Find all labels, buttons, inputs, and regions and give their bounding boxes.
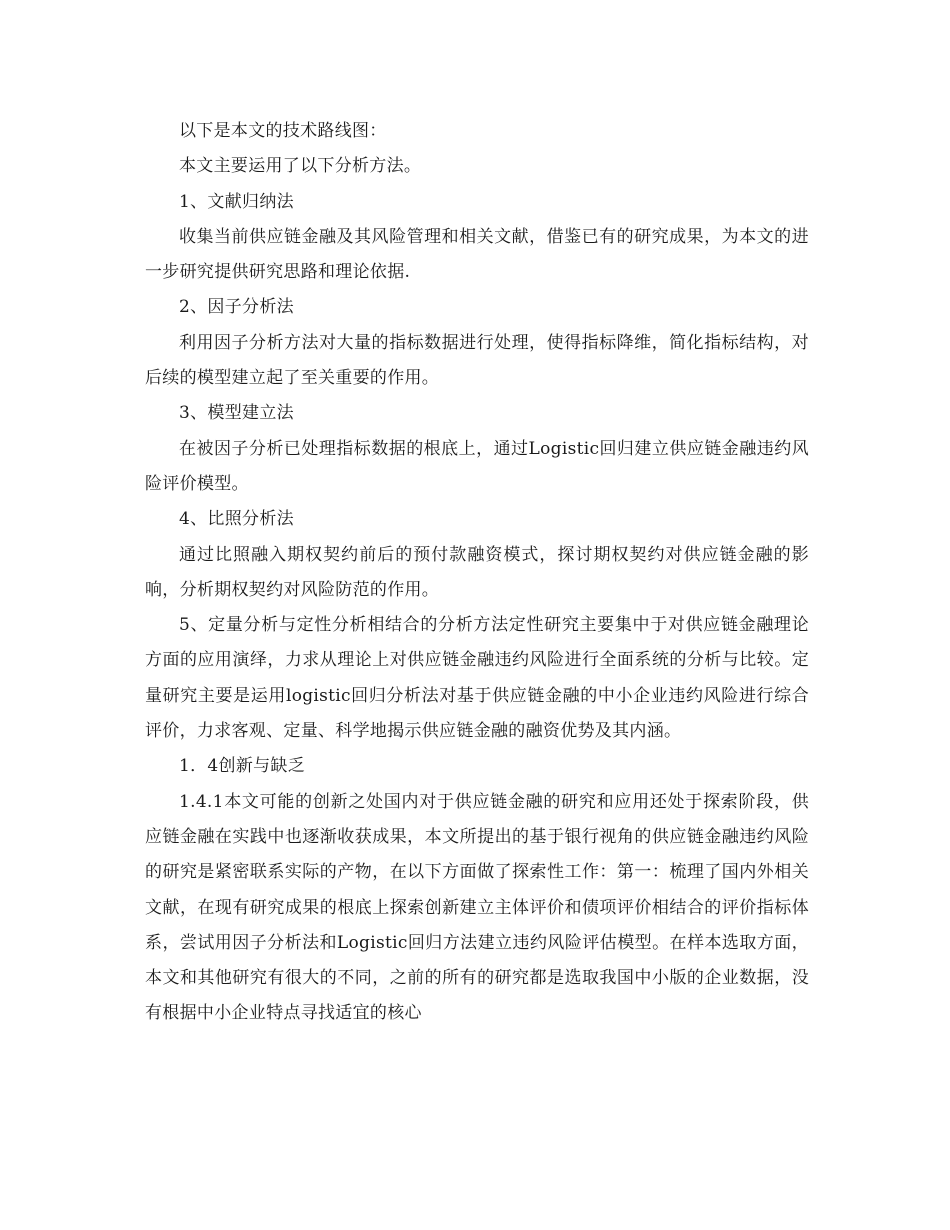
paragraph-factor-analysis: 利用因子分析方法对大量的指标数据进行处理，使得指标降维，简化指标结构，对后续的模型建立起了至关重要的作用。 — [145, 332, 809, 389]
paragraph-intro-roadmap: 以下是本文的技术路线图： — [179, 121, 387, 141]
heading-comparison-analysis: 4、比照分析法 — [179, 509, 294, 530]
paragraph-literature-method: 收集当前供应链金融及其风险管理和相关文献，借鉴已有的研究成果，为本文的进一步研究提供研究思路和理论依据. — [145, 226, 809, 283]
paragraph-quant-qual-analysis: 5、定量分析与定性分析相结合的分析方法定性研究主要集中于对供应链金融理论方面的应用演绎，力求从理论上对供应链金融违约风险进行全面系统的分析与比较。定量研究主要是运用logistic回归分析法对基于供应链金融的中小企业违约风险进行综合评价，力求客观、定量、科学地揭示供应链金融的融资优势及其内涵。 — [145, 615, 809, 742]
paragraph-comparison-analysis: 通过比照融入期权契约前后的预付款融资模式，探讨期权契约对供应链金融的影响，分析期权契约对风险防范的作用。 — [145, 544, 809, 600]
heading-factor-analysis: 2、因子分析法 — [179, 297, 294, 318]
paragraph-model-building: 在被因子分析已处理指标数据的根底上，通过Logistic回归建立供应链金融违约风险评价模型。 — [145, 438, 809, 494]
paragraph-possible-innovations: 1.4.1本文可能的创新之处国内对于供应链金融的研究和应用还处于探索阶段，供应链金融在实践中也逐渐收获成果，本文所提出的基于银行视角的供应链金融违约风险的研究是紧密联系实际的产物，在以下方面做了探索性工作：第一：梳理了国内外相关文献，在现有研究成果的根底上探索创新建立主体评价和债项评价相结合的评价指标体系，尝试用因子分析法和Logistic回归方法建立违约风险评估模型。在样本选取方面，本文和其他研究有很大的不同，之前的所有的研究都是选取我国中小版的企业数据，没有根据中小企业特点寻找适宜的核心 — [145, 791, 809, 1024]
heading-innovation-shortcomings: 1．4创新与缺乏 — [179, 756, 306, 777]
heading-model-building: 3、模型建立法 — [179, 403, 294, 424]
heading-literature-method: 1、文献归纳法 — [179, 191, 294, 212]
document-page — [145, 114, 809, 1032]
paragraph-methods-intro: 本文主要运用了以下分析方法。 — [179, 156, 422, 177]
